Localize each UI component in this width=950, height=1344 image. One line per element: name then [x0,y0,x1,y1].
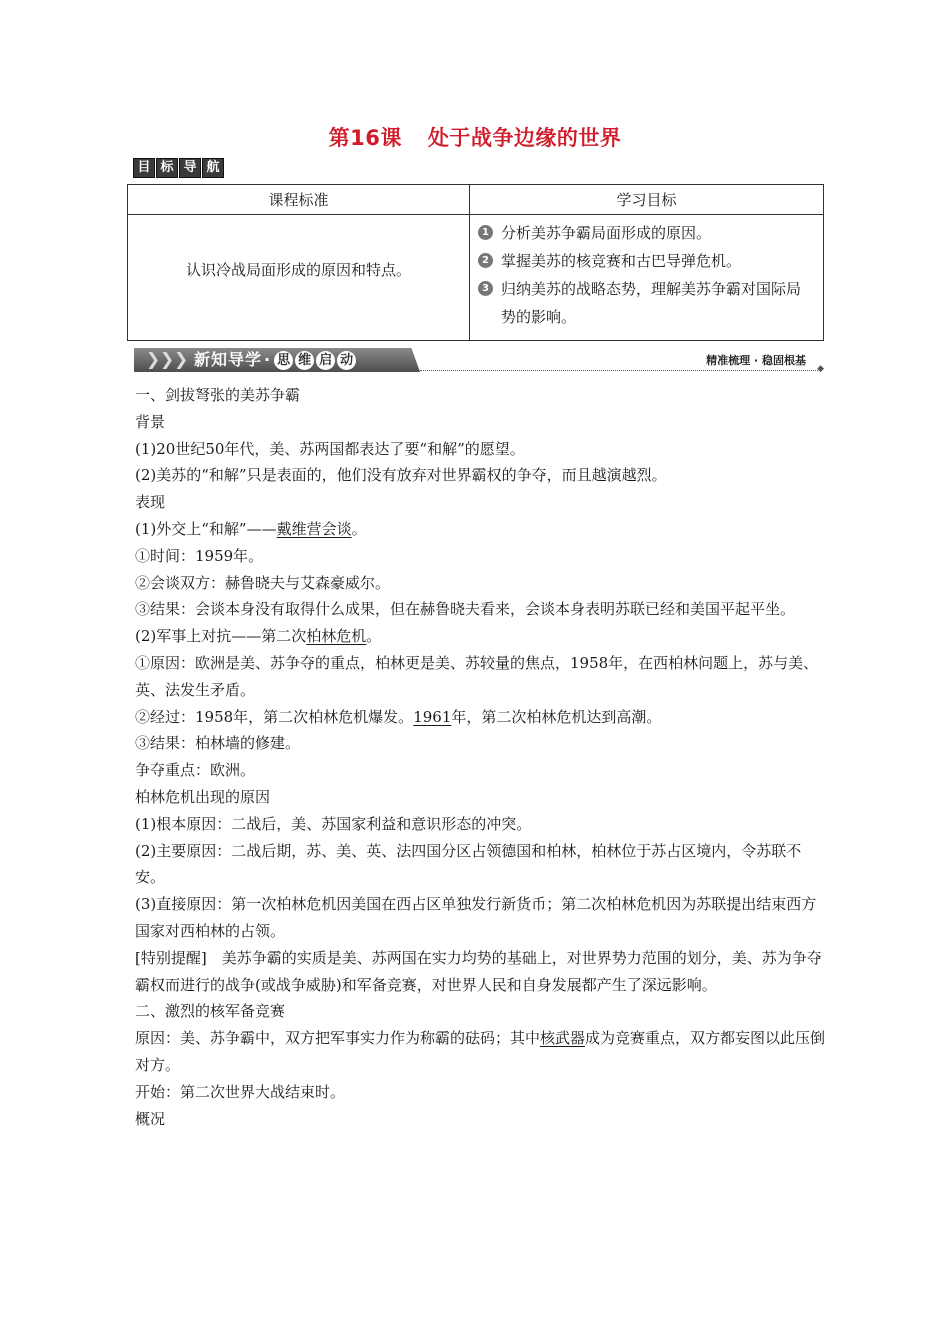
title-lesson-name: 处于战争边缘的世界 [427,126,622,150]
paragraph: ③结果：柏林墙的修建。 [135,734,301,753]
objective-item [478,247,813,275]
subheading: 表现 [135,493,166,512]
objective-text: 分析美苏争霸局面形成的原因。 [501,224,712,242]
text-run: 原因：美、苏争霸中，双方把军事实力作为称霸的砝码；其中 [135,1029,541,1048]
underlined-term: 1961 [413,707,452,726]
diamond-icon: ◆ [817,364,824,374]
nav-char: 航 [202,158,224,178]
banner-dotted-line [420,370,818,371]
text-run: 。 [351,519,367,538]
chevron-right-icon: ❯ [160,350,175,370]
nav-char: 目 [133,158,155,178]
banner-circled-char: 启 [316,351,335,370]
paragraph: (3)直接原因：第一次柏林危机因美国在西占区单独发行新货币；第二次柏林危机因为苏联提出结束西方国家对西柏林的占领。 [135,895,817,940]
banner-subtitle: 精准梳理 · 稳固根基 [706,354,806,367]
banner-circled-char: 维 [295,351,314,370]
chevron-right-icon: ❯ [174,350,189,370]
objective-number-badge: 2 [478,253,493,268]
underlined-term: 柏林危机 [306,627,367,646]
banner-dot: · [264,350,272,369]
banner-title [194,349,357,371]
paragraph [135,704,827,731]
special-reminder: [特别提醒] 美苏争霸的实质是美、苏两国在实力均势的基础上，对世界势力范围的划分，美、苏为争夺霸权而进行的战争(或战争威胁)和军备竞赛，对世界人民和自身发展都产生了深远影响。 [135,948,822,994]
paragraph: 开始：第二次世界大战结束时。 [135,1082,346,1101]
section-heading: 二、激烈的核军备竞赛 [135,1002,286,1021]
paragraph: ②会谈双方：赫鲁晓夫与艾森豪威尔。 [135,573,391,592]
text-run: 成为竞赛重点，双方都妄图以此压倒对方。 [135,1029,826,1074]
text-run: 年，第二次柏林危机达到高潮。 [451,707,662,726]
objective-item [478,275,813,331]
paragraph: (1)20世纪50年代，美、苏两国都表达了要“和解”的愿望。 [135,439,525,458]
paragraph [135,623,827,650]
objective-number-badge: 1 [478,225,493,240]
page-title [0,122,950,152]
goals-table [127,184,824,341]
header-curriculum-standard: 课程标准 [128,185,470,215]
subheading: 概况 [135,1109,166,1128]
nav-char: 导 [179,158,201,178]
paragraph [135,516,827,543]
underlined-term: 戴维营会谈 [276,519,352,538]
underlined-term: 核武器 [540,1029,586,1048]
paragraph: ①时间：1959年。 [135,546,264,565]
lesson-content [135,382,827,1132]
text-run: (2)军事上对抗——第二次 [135,627,307,646]
objective-text: 掌握美苏的核竞赛和古巴导弹危机。 [501,252,742,270]
paragraph: (2)主要原因：二战后期，苏、美、英、法四国分区占领德国和柏林，柏林位于苏占区境内，令苏联不安。 [135,841,802,887]
subheading: 柏林危机出现的原因 [135,787,271,806]
paragraph: 争夺重点：欧洲。 [135,761,256,780]
header-learning-objectives: 学习目标 [470,185,824,215]
chevron-right-icon: ❯ [146,350,161,370]
paragraph: (1)根本原因：二战后，美、苏国家利益和意识形态的冲突。 [135,814,532,833]
nav-char: 标 [156,158,178,178]
paragraph: (2)美苏的“和解”只是表面的，他们没有放弃对世界霸权的争夺，而且越演越烈。 [135,466,667,485]
text-run: 。 [366,627,382,646]
paragraph: ①原因：欧洲是美、苏争夺的重点，柏林更是美、苏较量的焦点，1958年，在西柏林问题上，苏与美、英、法发生矛盾。 [135,653,819,699]
text-run: (1)外交上“和解”—— [135,519,277,538]
banner-circled-char: 动 [337,351,356,370]
learning-objectives-cell [470,215,824,341]
banner-circled-char: 思 [274,351,293,370]
banner-title-main: 新知导学 [194,350,263,369]
paragraph: ③结果：会谈本身没有取得什么成果，但在赫鲁晓夫看来，会谈本身表明苏联已经和美国平起平坐。 [135,600,796,619]
title-lesson-number: 第16课 [328,126,402,150]
section-banner [134,348,824,374]
section-heading: 一、剑拔弩张的美苏争霸 [135,386,301,404]
objective-text: 归纳美苏的战略态势，理解美苏争霸对国际局势的影响。 [501,280,802,326]
objective-item [478,219,813,247]
target-navigation-label [133,158,224,178]
subheading: 背景 [135,412,166,431]
goals-table-row [128,215,824,341]
goals-table-header [128,185,824,215]
text-run: ②经过：1958年，第二次柏林危机爆发。 [135,707,414,726]
paragraph [135,1025,827,1079]
objective-number-badge: 3 [478,281,493,296]
curriculum-standard-cell: 认识冷战局面形成的原因和特点。 [128,215,470,341]
